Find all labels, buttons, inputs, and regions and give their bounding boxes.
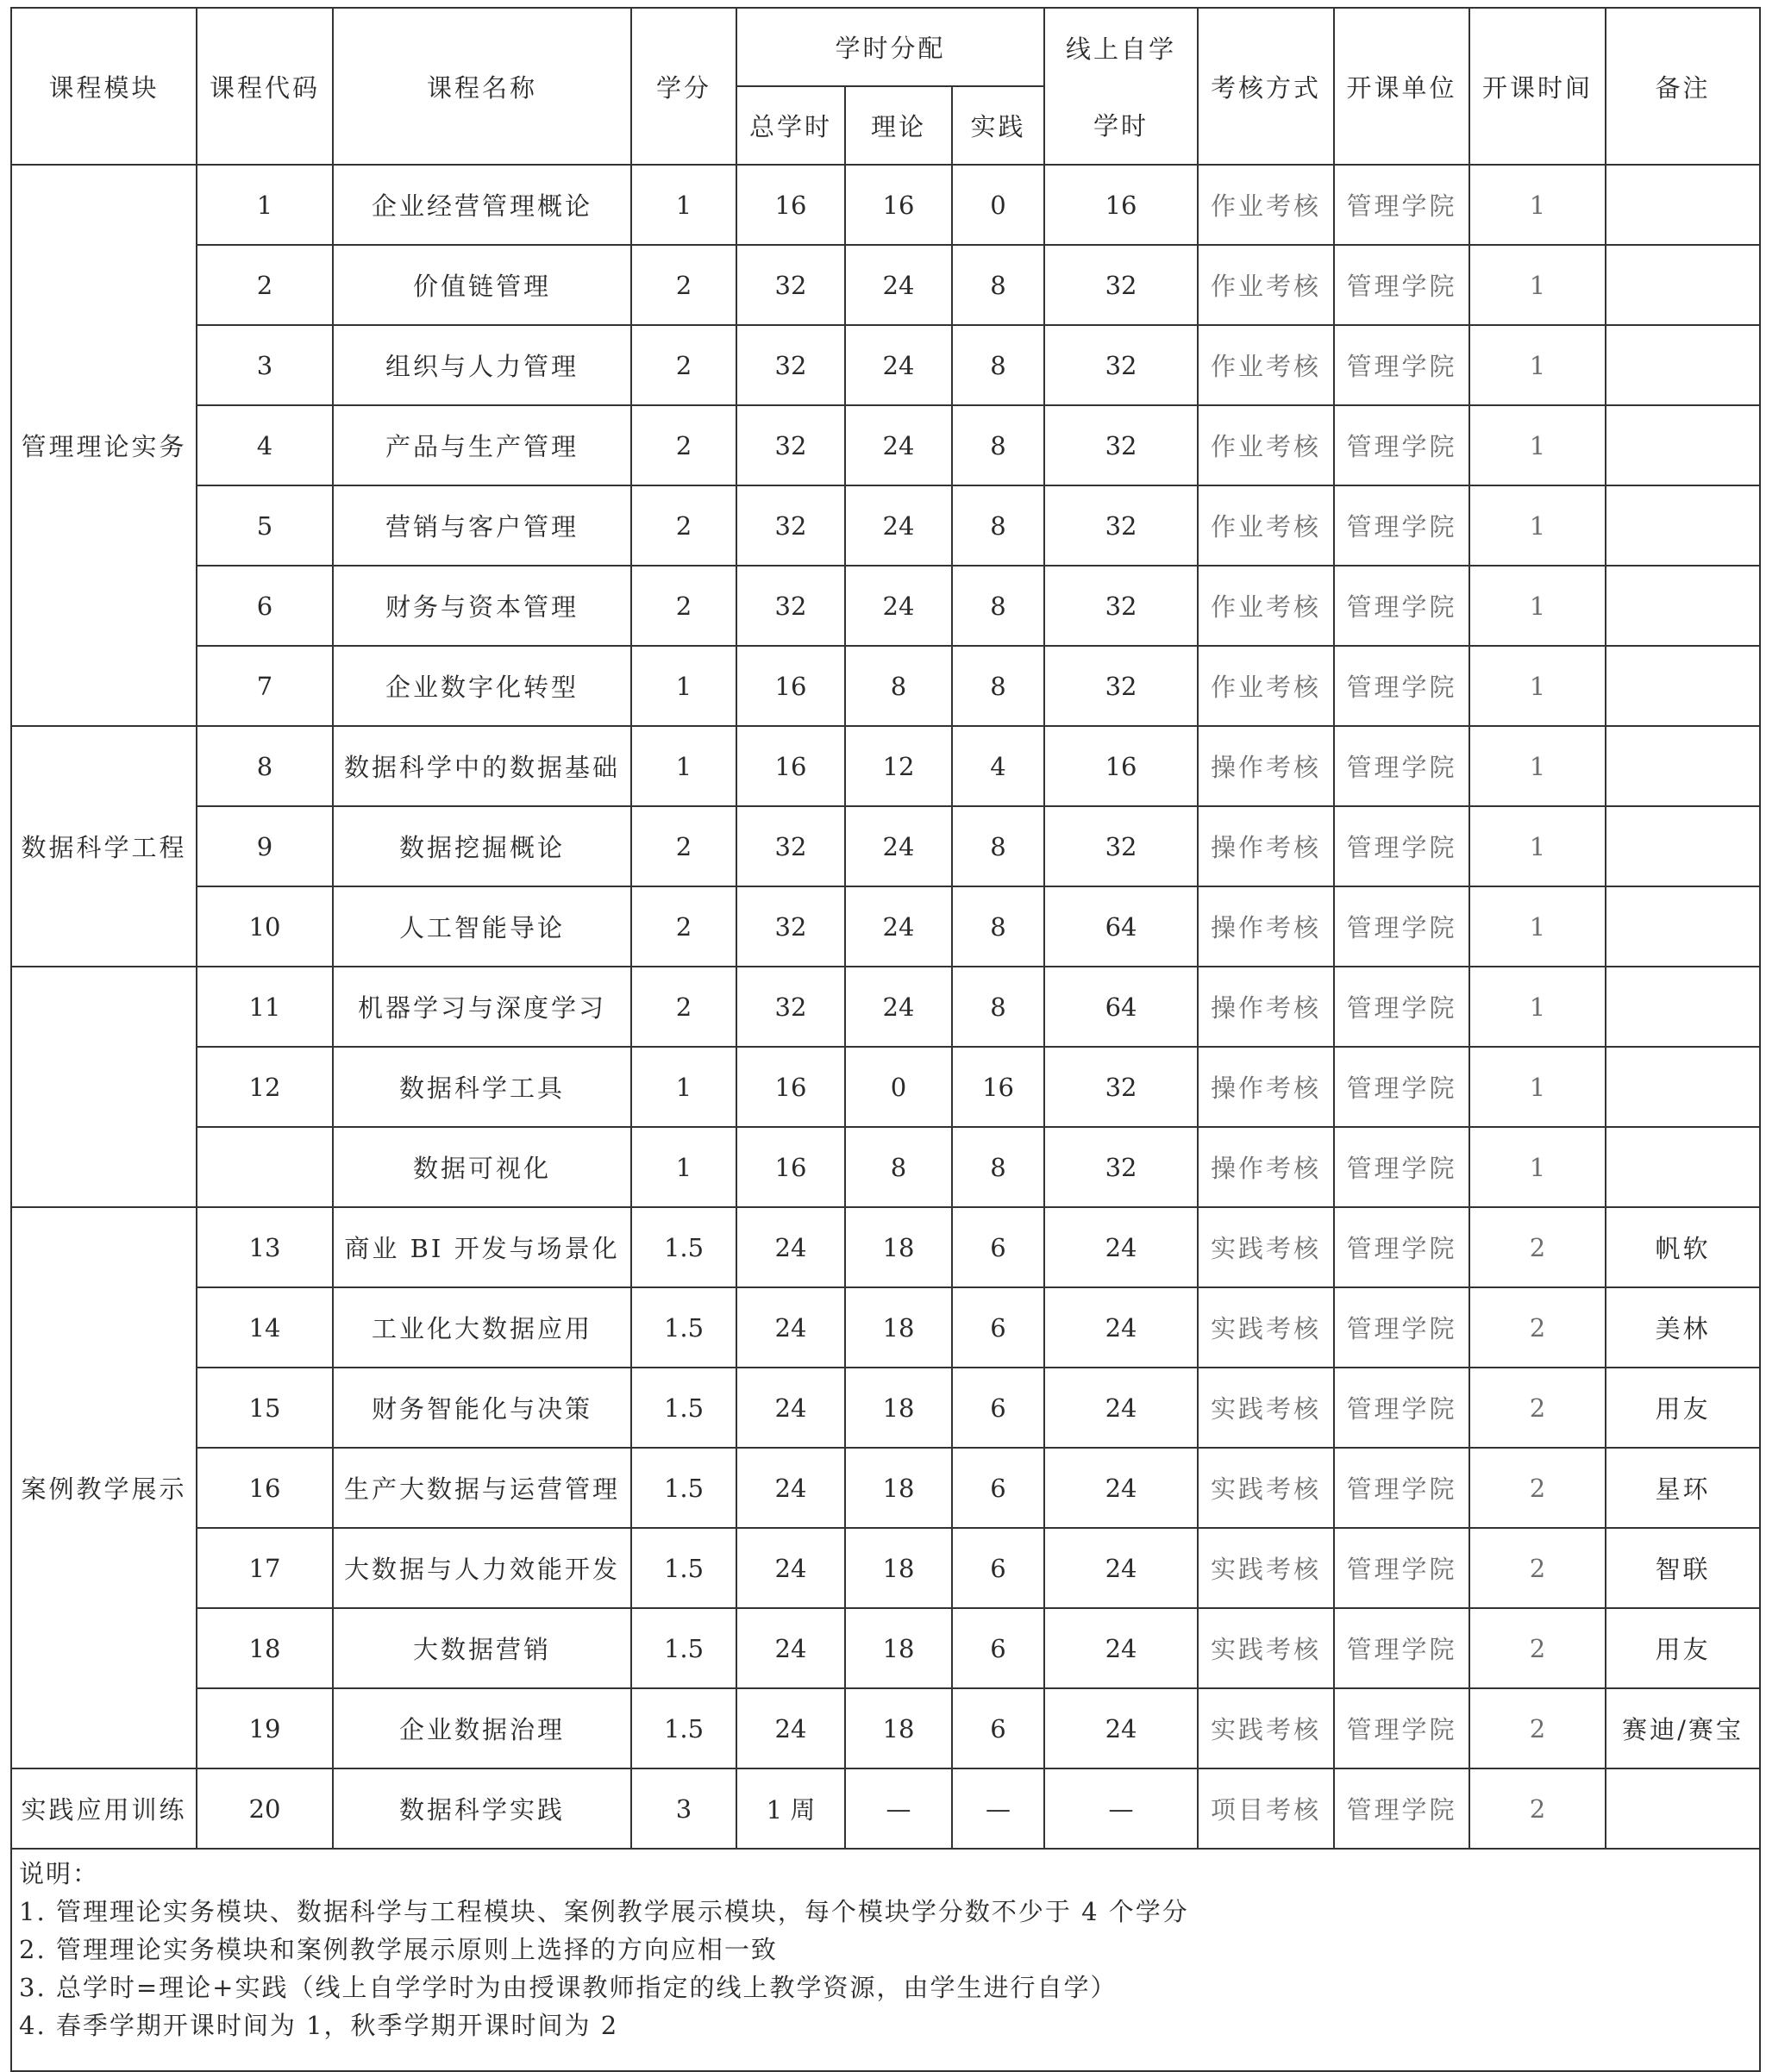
term-cell: 1	[1469, 806, 1606, 886]
term-cell: 1	[1469, 566, 1606, 646]
total-hours-cell: 16	[736, 726, 845, 806]
remark-cell: 星环	[1606, 1448, 1760, 1528]
assessment-cell: 作业考核	[1198, 405, 1334, 485]
practice-hours-cell: 6	[952, 1608, 1044, 1688]
total-hours-cell: 24	[736, 1528, 845, 1608]
credit-cell: 1	[631, 1127, 736, 1207]
remark-cell: 赛迪/赛宝	[1606, 1688, 1760, 1768]
credit-cell: 1.5	[631, 1448, 736, 1528]
term-cell: 1	[1469, 1047, 1606, 1127]
online-hours-cell: 32	[1044, 245, 1198, 325]
assessment-cell: 作业考核	[1198, 646, 1334, 726]
assessment-cell: 作业考核	[1198, 165, 1334, 245]
total-hours-cell: 16	[736, 1127, 845, 1207]
online-hours-cell: 24	[1044, 1528, 1198, 1608]
course-code-cell: 17	[197, 1528, 333, 1608]
credit-cell: 1.5	[631, 1688, 736, 1768]
assessment-cell: 作业考核	[1198, 245, 1334, 325]
module-cell: 实践应用训练	[11, 1768, 197, 1849]
credit-cell: 2	[631, 967, 736, 1047]
credit-cell: 2	[631, 245, 736, 325]
practice-hours-cell: 8	[952, 646, 1044, 726]
remark-cell: 用友	[1606, 1608, 1760, 1688]
assessment-cell: 实践考核	[1198, 1688, 1334, 1768]
assessment-cell: 操作考核	[1198, 1127, 1334, 1207]
practice-hours-cell: 6	[952, 1368, 1044, 1448]
module-cell: 数据科学工程	[11, 726, 197, 967]
course-code-cell: 7	[197, 646, 333, 726]
course-code-cell: 8	[197, 726, 333, 806]
module-cell: 案例教学展示	[11, 1207, 197, 1768]
header-code: 课程代码	[197, 8, 333, 165]
online-hours-cell: 24	[1044, 1688, 1198, 1768]
term-cell: 2	[1469, 1448, 1606, 1528]
course-code-cell: 9	[197, 806, 333, 886]
term-cell: 2	[1469, 1368, 1606, 1448]
theory-hours-cell: —	[845, 1768, 952, 1849]
table-header	[11, 8, 1760, 165]
total-hours-cell: 32	[736, 325, 845, 405]
assessment-cell: 实践考核	[1198, 1448, 1334, 1528]
course-name-cell: 价值链管理	[333, 245, 631, 325]
table-row	[11, 1768, 1760, 1849]
table-row	[11, 1688, 1760, 1768]
term-cell: 1	[1469, 646, 1606, 726]
notes-title: 说明：	[19, 1859, 100, 1888]
assessment-cell: 项目考核	[1198, 1768, 1334, 1849]
credit-cell: 1.5	[631, 1608, 736, 1688]
course-name-cell: 数据挖掘概论	[333, 806, 631, 886]
assessment-cell: 作业考核	[1198, 325, 1334, 405]
assessment-cell: 操作考核	[1198, 967, 1334, 1047]
total-hours-cell: 16	[736, 1047, 845, 1127]
table-row	[11, 1368, 1760, 1448]
remark-cell	[1606, 967, 1760, 1047]
practice-hours-cell: 6	[952, 1207, 1044, 1287]
course-name-cell: 人工智能导论	[333, 886, 631, 967]
total-hours-cell: 24	[736, 1207, 845, 1287]
course-name-cell: 财务智能化与决策	[333, 1368, 631, 1448]
online-hours-cell: 32	[1044, 1127, 1198, 1207]
table-row	[11, 485, 1760, 566]
term-cell: 2	[1469, 1768, 1606, 1849]
practice-hours-cell: 8	[952, 566, 1044, 646]
header-name: 课程名称	[333, 8, 631, 165]
course-code-cell: 15	[197, 1368, 333, 1448]
table-body	[11, 165, 1760, 1849]
course-code-cell: 20	[197, 1768, 333, 1849]
dept-cell: 管理学院	[1334, 1287, 1469, 1368]
assessment-cell: 作业考核	[1198, 566, 1334, 646]
course-name-cell: 营销与客户管理	[333, 485, 631, 566]
theory-hours-cell: 24	[845, 566, 952, 646]
remark-cell	[1606, 646, 1760, 726]
module-cell: 管理理论实务	[11, 165, 197, 726]
note-line: 3. 总学时=理论+实践（线上自学学时为由授课教师指定的线上教学资源，由学生进行自学）	[19, 1973, 1118, 2002]
credit-cell: 1.5	[631, 1528, 736, 1608]
note-line: 1. 管理理论实务模块、数据科学与工程模块、案例教学展示模块，每个模块学分数不少于 4 个学分	[19, 1897, 1189, 1926]
practice-hours-cell: —	[952, 1768, 1044, 1849]
online-hours-cell: 32	[1044, 405, 1198, 485]
header-online-line2: 学时	[1093, 111, 1149, 141]
course-name-cell: 企业数据治理	[333, 1688, 631, 1768]
total-hours-cell: 32	[736, 886, 845, 967]
remark-cell	[1606, 806, 1760, 886]
remark-cell	[1606, 566, 1760, 646]
header-term: 开课时间	[1469, 8, 1606, 165]
online-hours-cell: 32	[1044, 485, 1198, 566]
dept-cell: 管理学院	[1334, 806, 1469, 886]
dept-cell: 管理学院	[1334, 1368, 1469, 1448]
dept-cell: 管理学院	[1334, 886, 1469, 967]
practice-hours-cell: 16	[952, 1047, 1044, 1127]
assessment-cell: 操作考核	[1198, 1047, 1334, 1127]
theory-hours-cell: 24	[845, 245, 952, 325]
remark-cell	[1606, 1127, 1760, 1207]
table-row	[11, 967, 1760, 1047]
dept-cell: 管理学院	[1334, 1207, 1469, 1287]
table-row	[11, 1528, 1760, 1608]
online-hours-cell: 32	[1044, 806, 1198, 886]
course-code-cell: 5	[197, 485, 333, 566]
header-theory: 理论	[845, 86, 952, 165]
practice-hours-cell: 8	[952, 1127, 1044, 1207]
practice-hours-cell: 8	[952, 886, 1044, 967]
note-line: 2. 管理理论实务模块和案例教学展示原则上选择的方向应相一致	[19, 1935, 778, 1964]
course-code-cell: 12	[197, 1047, 333, 1127]
theory-hours-cell: 0	[845, 1047, 952, 1127]
remark-cell	[1606, 726, 1760, 806]
practice-hours-cell: 6	[952, 1287, 1044, 1368]
total-hours-cell: 16	[736, 646, 845, 726]
total-hours-cell: 32	[736, 967, 845, 1047]
table-row	[11, 726, 1760, 806]
course-code-cell: 3	[197, 325, 333, 405]
course-code-cell: 14	[197, 1287, 333, 1368]
course-code-cell: 6	[197, 566, 333, 646]
curriculum-table	[10, 7, 1761, 2072]
remark-cell: 帆软	[1606, 1207, 1760, 1287]
credit-cell: 1.5	[631, 1207, 736, 1287]
remark-cell	[1606, 1768, 1760, 1849]
remark-cell	[1606, 405, 1760, 485]
table-row	[11, 1127, 1760, 1207]
table-row	[11, 1047, 1760, 1127]
term-cell: 2	[1469, 1207, 1606, 1287]
online-hours-cell: 16	[1044, 165, 1198, 245]
remark-cell	[1606, 325, 1760, 405]
table-row	[11, 886, 1760, 967]
term-cell: 2	[1469, 1608, 1606, 1688]
dept-cell: 管理学院	[1334, 1528, 1469, 1608]
curriculum-sheet	[10, 7, 1759, 2072]
total-hours-cell: 24	[736, 1368, 845, 1448]
course-name-cell: 企业数字化转型	[333, 646, 631, 726]
course-code-cell: 4	[197, 405, 333, 485]
term-cell: 1	[1469, 967, 1606, 1047]
table-row	[11, 405, 1760, 485]
remark-cell: 美林	[1606, 1287, 1760, 1368]
assessment-cell: 操作考核	[1198, 806, 1334, 886]
theory-hours-cell: 18	[845, 1688, 952, 1768]
total-hours-cell: 32	[736, 566, 845, 646]
credit-cell: 1.5	[631, 1368, 736, 1448]
course-name-cell: 生产大数据与运营管理	[333, 1448, 631, 1528]
course-name-cell: 数据可视化	[333, 1127, 631, 1207]
assessment-cell: 实践考核	[1198, 1608, 1334, 1688]
theory-hours-cell: 24	[845, 485, 952, 566]
assessment-cell: 作业考核	[1198, 485, 1334, 566]
table-row	[11, 1207, 1760, 1287]
online-hours-cell: 24	[1044, 1608, 1198, 1688]
term-cell: 1	[1469, 405, 1606, 485]
practice-hours-cell: 8	[952, 967, 1044, 1047]
assessment-cell: 实践考核	[1198, 1528, 1334, 1608]
dept-cell: 管理学院	[1334, 1047, 1469, 1127]
dept-cell: 管理学院	[1334, 325, 1469, 405]
credit-cell: 1	[631, 1047, 736, 1127]
term-cell: 1	[1469, 726, 1606, 806]
header-assessment: 考核方式	[1198, 8, 1334, 165]
practice-hours-cell: 8	[952, 405, 1044, 485]
term-cell: 1	[1469, 1127, 1606, 1207]
dept-cell: 管理学院	[1334, 1448, 1469, 1528]
dept-cell: 管理学院	[1334, 485, 1469, 566]
course-name-cell: 数据科学实践	[333, 1768, 631, 1849]
course-name-cell: 财务与资本管理	[333, 566, 631, 646]
course-name-cell: 大数据与人力效能开发	[333, 1528, 631, 1608]
theory-hours-cell: 16	[845, 165, 952, 245]
course-code-cell: 18	[197, 1608, 333, 1688]
course-code-cell	[197, 1127, 333, 1207]
practice-hours-cell: 6	[952, 1448, 1044, 1528]
theory-hours-cell: 18	[845, 1448, 952, 1528]
assessment-cell: 操作考核	[1198, 886, 1334, 967]
remark-cell	[1606, 165, 1760, 245]
course-name-cell: 企业经营管理概论	[333, 165, 631, 245]
theory-hours-cell: 24	[845, 886, 952, 967]
credit-cell: 2	[631, 405, 736, 485]
remark-cell	[1606, 245, 1760, 325]
theory-hours-cell: 18	[845, 1528, 952, 1608]
remark-cell	[1606, 1047, 1760, 1127]
dept-cell: 管理学院	[1334, 245, 1469, 325]
course-name-cell: 数据科学工具	[333, 1047, 631, 1127]
course-code-cell: 13	[197, 1207, 333, 1287]
credit-cell: 1	[631, 646, 736, 726]
total-hours-cell: 24	[736, 1448, 845, 1528]
course-name-cell: 产品与生产管理	[333, 405, 631, 485]
module-cell	[11, 967, 197, 1207]
credit-cell: 3	[631, 1768, 736, 1849]
online-hours-cell: 32	[1044, 325, 1198, 405]
online-hours-cell: 24	[1044, 1448, 1198, 1528]
credit-cell: 2	[631, 566, 736, 646]
online-hours-cell: 32	[1044, 646, 1198, 726]
total-hours-cell: 24	[736, 1287, 845, 1368]
course-name-cell: 大数据营销	[333, 1608, 631, 1688]
header-dept: 开课单位	[1334, 8, 1469, 165]
total-hours-cell: 32	[736, 806, 845, 886]
total-hours-cell: 1 周	[736, 1768, 845, 1849]
practice-hours-cell: 8	[952, 325, 1044, 405]
term-cell: 1	[1469, 485, 1606, 566]
theory-hours-cell: 18	[845, 1207, 952, 1287]
term-cell: 1	[1469, 325, 1606, 405]
total-hours-cell: 32	[736, 405, 845, 485]
practice-hours-cell: 6	[952, 1528, 1044, 1608]
theory-hours-cell: 24	[845, 405, 952, 485]
course-name-cell: 机器学习与深度学习	[333, 967, 631, 1047]
dept-cell: 管理学院	[1334, 165, 1469, 245]
header-total-hours: 总学时	[736, 86, 845, 165]
credit-cell: 2	[631, 886, 736, 967]
dept-cell: 管理学院	[1334, 1688, 1469, 1768]
header-online-hours	[1044, 8, 1198, 165]
term-cell: 1	[1469, 886, 1606, 967]
theory-hours-cell: 24	[845, 325, 952, 405]
assessment-cell: 实践考核	[1198, 1287, 1334, 1368]
practice-hours-cell: 4	[952, 726, 1044, 806]
online-hours-cell: —	[1044, 1768, 1198, 1849]
table-row	[11, 1287, 1760, 1368]
practice-hours-cell: 0	[952, 165, 1044, 245]
course-name-cell: 商业 BI 开发与场景化	[333, 1207, 631, 1287]
notes-section	[11, 1849, 1760, 2071]
credit-cell: 2	[631, 325, 736, 405]
header-online-line1: 线上自学	[1066, 34, 1177, 64]
remark-cell: 用友	[1606, 1368, 1760, 1448]
assessment-cell: 操作考核	[1198, 726, 1334, 806]
table-row	[11, 165, 1760, 245]
course-code-cell: 1	[197, 165, 333, 245]
theory-hours-cell: 12	[845, 726, 952, 806]
course-code-cell: 16	[197, 1448, 333, 1528]
assessment-cell: 实践考核	[1198, 1207, 1334, 1287]
theory-hours-cell: 24	[845, 967, 952, 1047]
remark-cell: 智联	[1606, 1528, 1760, 1608]
course-code-cell: 2	[197, 245, 333, 325]
theory-hours-cell: 8	[845, 1127, 952, 1207]
total-hours-cell: 32	[736, 245, 845, 325]
practice-hours-cell: 8	[952, 806, 1044, 886]
table-row	[11, 1448, 1760, 1528]
online-hours-cell: 16	[1044, 726, 1198, 806]
remark-cell	[1606, 485, 1760, 566]
table-row	[11, 245, 1760, 325]
course-code-cell: 19	[197, 1688, 333, 1768]
term-cell: 2	[1469, 1528, 1606, 1608]
header-hours-alloc: 学时分配	[736, 8, 1044, 86]
dept-cell: 管理学院	[1334, 967, 1469, 1047]
dept-cell: 管理学院	[1334, 1768, 1469, 1849]
term-cell: 2	[1469, 1287, 1606, 1368]
theory-hours-cell: 24	[845, 806, 952, 886]
table-row	[11, 566, 1760, 646]
dept-cell: 管理学院	[1334, 1608, 1469, 1688]
term-cell: 2	[1469, 1688, 1606, 1768]
online-hours-cell: 24	[1044, 1287, 1198, 1368]
total-hours-cell: 32	[736, 485, 845, 566]
total-hours-cell: 24	[736, 1608, 845, 1688]
course-name-cell: 数据科学中的数据基础	[333, 726, 631, 806]
theory-hours-cell: 18	[845, 1368, 952, 1448]
theory-hours-cell: 18	[845, 1287, 952, 1368]
course-name-cell: 组织与人力管理	[333, 325, 631, 405]
assessment-cell: 实践考核	[1198, 1368, 1334, 1448]
note-line: 4. 春季学期开课时间为 1，秋季学期开课时间为 2	[19, 2011, 619, 2040]
dept-cell: 管理学院	[1334, 646, 1469, 726]
online-hours-cell: 24	[1044, 1207, 1198, 1287]
practice-hours-cell: 8	[952, 485, 1044, 566]
credit-cell: 2	[631, 485, 736, 566]
remark-cell	[1606, 886, 1760, 967]
online-hours-cell: 32	[1044, 566, 1198, 646]
theory-hours-cell: 18	[845, 1608, 952, 1688]
header-credit: 学分	[631, 8, 736, 165]
credit-cell: 1	[631, 165, 736, 245]
dept-cell: 管理学院	[1334, 405, 1469, 485]
total-hours-cell: 24	[736, 1688, 845, 1768]
credit-cell: 2	[631, 806, 736, 886]
credit-cell: 1.5	[631, 1287, 736, 1368]
table-row	[11, 806, 1760, 886]
online-hours-cell: 64	[1044, 886, 1198, 967]
theory-hours-cell: 8	[845, 646, 952, 726]
credit-cell: 1	[631, 726, 736, 806]
header-practice: 实践	[952, 86, 1044, 165]
online-hours-cell: 64	[1044, 967, 1198, 1047]
table-row	[11, 1608, 1760, 1688]
dept-cell: 管理学院	[1334, 1127, 1469, 1207]
header-remarks: 备注	[1606, 8, 1760, 165]
online-hours-cell: 32	[1044, 1047, 1198, 1127]
term-cell: 1	[1469, 165, 1606, 245]
dept-cell: 管理学院	[1334, 726, 1469, 806]
table-row	[11, 646, 1760, 726]
course-name-cell: 工业化大数据应用	[333, 1287, 631, 1368]
course-code-cell: 10	[197, 886, 333, 967]
course-code-cell: 11	[197, 967, 333, 1047]
term-cell: 1	[1469, 245, 1606, 325]
practice-hours-cell: 8	[952, 245, 1044, 325]
header-module: 课程模块	[11, 8, 197, 165]
online-hours-cell: 24	[1044, 1368, 1198, 1448]
practice-hours-cell: 6	[952, 1688, 1044, 1768]
table-row	[11, 325, 1760, 405]
dept-cell: 管理学院	[1334, 566, 1469, 646]
total-hours-cell: 16	[736, 165, 845, 245]
